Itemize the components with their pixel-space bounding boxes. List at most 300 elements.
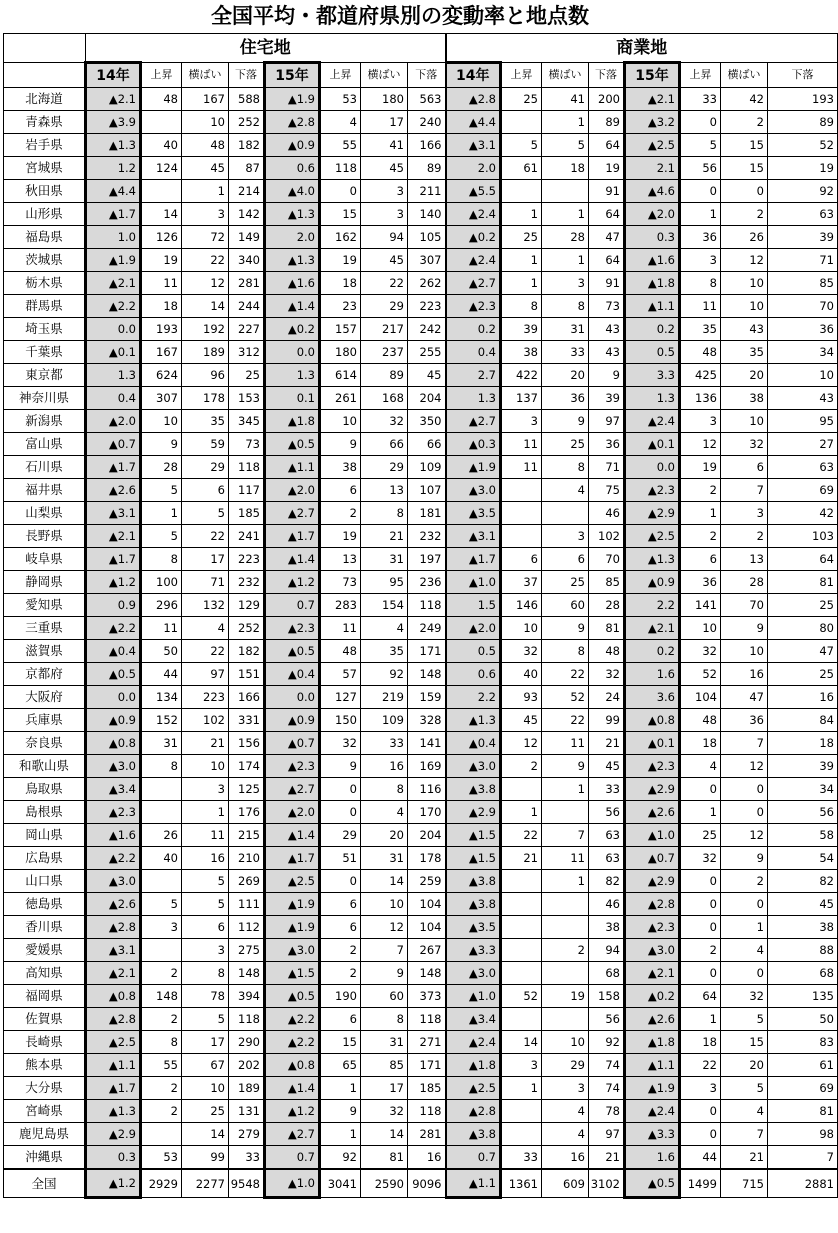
cell-com-15-up: 0 [680, 1123, 721, 1146]
cell-com-14-rate: 1.3 [446, 387, 501, 410]
cell-com-14-up: 3 [501, 410, 542, 433]
cell-res-15-rate: ▲2.7 [265, 778, 320, 801]
cell-com-14-rate: 0.6 [446, 663, 501, 686]
cell-res-14-up: 3 [141, 916, 182, 939]
cell-com-14-up [501, 916, 542, 939]
cell-res-14-flat: 10 [182, 111, 229, 134]
cell-res-15-down: 105 [408, 226, 446, 249]
cell-res-14-up: 8 [141, 755, 182, 778]
cell-res-14-rate: ▲1.6 [86, 824, 141, 847]
cell-res-14-rate: ▲0.5 [86, 663, 141, 686]
cell-com-14-flat [542, 893, 589, 916]
cell-com-15-down: 39 [768, 226, 838, 249]
cell-com-14-down: 158 [589, 985, 625, 1008]
cell-com-14-flat: 18 [542, 157, 589, 180]
cell-com-15-down: 54 [768, 847, 838, 870]
cell-com-14-flat: 41 [542, 88, 589, 111]
cell-res-15-up: 53 [320, 88, 361, 111]
cell-res-14-up: 8 [141, 1031, 182, 1054]
cell-res-14-up: 8 [141, 548, 182, 571]
cell-res-14-rate: ▲1.1 [86, 1054, 141, 1077]
prefecture-name: 島根県 [4, 801, 86, 824]
cell-com-15-down: 39 [768, 755, 838, 778]
table-row [4, 709, 838, 732]
cell-com-15-flat: 0 [721, 801, 768, 824]
cell-com-15-up: 0 [680, 111, 721, 134]
cell-com-15-rate: ▲1.3 [625, 548, 680, 571]
cell-res-15-up: 23 [320, 295, 361, 318]
cell-res-14-flat: 10 [182, 1077, 229, 1100]
cell-com-15-flat: 10 [721, 295, 768, 318]
cell-com-14-down: 63 [589, 847, 625, 870]
cell-res-15-down: 166 [408, 134, 446, 157]
prefecture-name: 岡山県 [4, 824, 86, 847]
cell-res-14-down: 214 [229, 180, 265, 203]
cell-com-15-down: 36 [768, 318, 838, 341]
prefecture-name: 岩手県 [4, 134, 86, 157]
cell-res-15-down: 185 [408, 1077, 446, 1100]
cell-com-14-down: 73 [589, 295, 625, 318]
cell-res-14-down: 111 [229, 893, 265, 916]
table-row [4, 272, 838, 295]
cell-res-15-up: 1 [320, 1123, 361, 1146]
cell-res-15-rate: ▲1.9 [265, 893, 320, 916]
cell-res-14-flat: 17 [182, 548, 229, 571]
cell-com-14-rate: ▲3.8 [446, 893, 501, 916]
cell-res-14-down: 394 [229, 985, 265, 1008]
table-row [4, 824, 838, 847]
table-row [4, 1008, 838, 1031]
cell-com-15-up: 3 [680, 410, 721, 433]
cell-com-14-flat: 11 [542, 732, 589, 755]
cell-com-14-rate: ▲2.4 [446, 1031, 501, 1054]
cell-com-14-flat: 4 [542, 1123, 589, 1146]
cell-com-15-flat: 4 [721, 1100, 768, 1123]
cell-com-14-rate: ▲1.1 [446, 1169, 501, 1198]
cell-com-14-rate: ▲2.4 [446, 203, 501, 226]
cell-res-14-flat: 11 [182, 824, 229, 847]
cell-res-14-rate: ▲2.8 [86, 1008, 141, 1031]
cell-com-14-rate: ▲2.8 [446, 1100, 501, 1123]
cell-res-15-up: 150 [320, 709, 361, 732]
cell-res-15-rate: ▲2.0 [265, 801, 320, 824]
cell-com-14-down: 33 [589, 778, 625, 801]
cell-res-14-rate: ▲1.3 [86, 1100, 141, 1123]
prefecture-name: 石川県 [4, 456, 86, 479]
cell-com-15-up: 32 [680, 847, 721, 870]
cell-res-15-down: 169 [408, 755, 446, 778]
cell-res-14-down: 117 [229, 479, 265, 502]
cell-res-14-rate: 1.3 [86, 364, 141, 387]
cell-res-15-down: 240 [408, 111, 446, 134]
cell-res-14-flat: 1 [182, 180, 229, 203]
prefecture-name: 福岡県 [4, 985, 86, 1008]
cell-res-14-flat: 10 [182, 755, 229, 778]
cell-res-15-rate: ▲1.9 [265, 88, 320, 111]
cell-com-15-flat: 12 [721, 824, 768, 847]
cell-com-14-rate: ▲3.0 [446, 755, 501, 778]
cell-res-15-down: 118 [408, 1008, 446, 1031]
cell-com-14-up [501, 939, 542, 962]
cell-res-15-rate: ▲2.7 [265, 1123, 320, 1146]
cell-com-14-down: 64 [589, 249, 625, 272]
cell-com-14-up: 14 [501, 1031, 542, 1054]
cell-res-14-down: 275 [229, 939, 265, 962]
cell-res-15-down: 89 [408, 157, 446, 180]
cell-com-15-down: 43 [768, 387, 838, 410]
cell-com-15-flat: 36 [721, 709, 768, 732]
cell-com-14-up [501, 778, 542, 801]
cell-res-15-up: 55 [320, 134, 361, 157]
group-header-residential: 住宅地 [86, 34, 446, 63]
cell-com-15-down: 10 [768, 364, 838, 387]
cell-com-14-rate: 0.4 [446, 341, 501, 364]
cell-res-14-rate: ▲3.9 [86, 111, 141, 134]
cell-com-15-up: 1 [680, 203, 721, 226]
cell-com-15-rate: 1.6 [625, 1146, 680, 1170]
cell-com-15-up: 36 [680, 571, 721, 594]
cell-res-14-rate: 0.0 [86, 686, 141, 709]
column-header-res-15-down: 下落 [408, 63, 446, 88]
cell-res-14-down: 182 [229, 640, 265, 663]
table-row [4, 1054, 838, 1077]
cell-com-15-down: 19 [768, 157, 838, 180]
cell-com-14-up: 3 [501, 1054, 542, 1077]
cell-com-15-flat: 7 [721, 1123, 768, 1146]
cell-res-14-flat: 21 [182, 732, 229, 755]
cell-com-14-down: 74 [589, 1054, 625, 1077]
cell-com-14-down: 9 [589, 364, 625, 387]
cell-com-14-flat: 8 [542, 640, 589, 663]
cell-res-14-down: 290 [229, 1031, 265, 1054]
cell-res-15-rate: ▲1.2 [265, 571, 320, 594]
prefecture-name: 山形県 [4, 203, 86, 226]
cell-res-15-rate: 0.7 [265, 594, 320, 617]
cell-res-15-down: 141 [408, 732, 446, 755]
cell-com-14-rate: 2.0 [446, 157, 501, 180]
cell-res-14-up: 2 [141, 1077, 182, 1100]
cell-com-14-rate: ▲3.1 [446, 525, 501, 548]
cell-com-14-down: 71 [589, 456, 625, 479]
cell-com-15-up: 1499 [680, 1169, 721, 1198]
cell-res-15-down: 171 [408, 640, 446, 663]
cell-com-14-up: 11 [501, 433, 542, 456]
page-title: 全国平均・都道府県別の変動率と地点数 [211, 4, 589, 28]
cell-res-15-flat: 94 [361, 226, 408, 249]
cell-com-15-rate: ▲1.6 [625, 249, 680, 272]
cell-res-14-rate: ▲1.9 [86, 249, 141, 272]
cell-com-15-down: 83 [768, 1031, 838, 1054]
cell-com-14-rate: ▲2.4 [446, 249, 501, 272]
cell-res-14-down: 125 [229, 778, 265, 801]
cell-res-14-flat: 167 [182, 88, 229, 111]
cell-res-15-flat: 3 [361, 180, 408, 203]
cell-com-15-down: 80 [768, 617, 838, 640]
cell-com-14-rate: 0.7 [446, 1146, 501, 1170]
prefecture-name: 北海道 [4, 88, 86, 111]
cell-res-14-rate: ▲2.6 [86, 893, 141, 916]
table-row [4, 111, 838, 134]
cell-com-15-down: 25 [768, 594, 838, 617]
cell-res-14-flat: 67 [182, 1054, 229, 1077]
cell-com-14-flat: 9 [542, 755, 589, 778]
cell-com-15-up: 2 [680, 525, 721, 548]
prefecture-name: 神奈川県 [4, 387, 86, 410]
cell-com-14-up [501, 1123, 542, 1146]
cell-com-14-down: 64 [589, 203, 625, 226]
cell-res-15-flat: 8 [361, 502, 408, 525]
cell-res-15-down: 104 [408, 916, 446, 939]
cell-com-14-down: 64 [589, 134, 625, 157]
table-row [4, 525, 838, 548]
cell-res-15-rate: ▲1.3 [265, 249, 320, 272]
cell-com-15-rate: ▲0.2 [625, 985, 680, 1008]
table-row [4, 295, 838, 318]
cell-com-15-up: 0 [680, 893, 721, 916]
cell-res-14-up: 50 [141, 640, 182, 663]
cell-res-14-rate: 0.0 [86, 318, 141, 341]
column-header-res-15-rate: 15年 [265, 63, 320, 88]
cell-com-15-down: 56 [768, 801, 838, 824]
cell-com-14-flat: 28 [542, 226, 589, 249]
cell-com-14-up: 39 [501, 318, 542, 341]
cell-res-15-rate: ▲1.4 [265, 548, 320, 571]
cell-com-14-up [501, 893, 542, 916]
cell-res-14-rate: 1.2 [86, 157, 141, 180]
cell-res-14-up: 5 [141, 479, 182, 502]
cell-res-14-flat: 78 [182, 985, 229, 1008]
cell-com-15-down: 50 [768, 1008, 838, 1031]
cell-com-14-up [501, 1100, 542, 1123]
cell-com-15-rate: 0.3 [625, 226, 680, 249]
cell-res-15-rate: ▲1.1 [265, 456, 320, 479]
cell-com-14-up: 1 [501, 249, 542, 272]
cell-res-14-up: 48 [141, 88, 182, 111]
prefecture-name: 鳥取県 [4, 778, 86, 801]
column-header-com-15-up: 上昇 [680, 63, 721, 88]
cell-com-15-down: 98 [768, 1123, 838, 1146]
cell-res-15-flat: 168 [361, 387, 408, 410]
cell-com-14-flat: 25 [542, 571, 589, 594]
column-header-res-14-up: 上昇 [141, 63, 182, 88]
table-row [4, 778, 838, 801]
cell-res-14-down: 269 [229, 870, 265, 893]
cell-com-15-up: 104 [680, 686, 721, 709]
cell-res-15-rate: ▲2.7 [265, 502, 320, 525]
cell-com-15-up: 25 [680, 824, 721, 847]
cell-com-14-rate: ▲2.9 [446, 801, 501, 824]
cell-res-15-up: 283 [320, 594, 361, 617]
cell-com-14-rate: 0.2 [446, 318, 501, 341]
cell-com-15-up: 32 [680, 640, 721, 663]
cell-res-14-down: 151 [229, 663, 265, 686]
cell-com-14-up: 52 [501, 985, 542, 1008]
cell-com-14-up: 1 [501, 203, 542, 226]
cell-res-15-flat: 31 [361, 1031, 408, 1054]
cell-res-14-rate: ▲2.2 [86, 847, 141, 870]
cell-res-14-up: 55 [141, 1054, 182, 1077]
cell-res-15-rate: ▲4.0 [265, 180, 320, 203]
table-row [4, 433, 838, 456]
cell-res-14-rate: ▲1.2 [86, 571, 141, 594]
cell-com-15-rate: ▲2.1 [625, 617, 680, 640]
cell-com-14-rate: ▲3.3 [446, 939, 501, 962]
cell-res-15-down: 118 [408, 1100, 446, 1123]
cell-res-14-down: 215 [229, 824, 265, 847]
prefecture-name: 栃木県 [4, 272, 86, 295]
corner-cell [4, 34, 86, 63]
cell-com-15-rate: 0.0 [625, 456, 680, 479]
cell-res-15-rate: ▲0.2 [265, 318, 320, 341]
cell-com-14-up: 6 [501, 548, 542, 571]
cell-com-14-up: 137 [501, 387, 542, 410]
cell-res-14-flat: 14 [182, 1123, 229, 1146]
cell-res-14-up: 44 [141, 663, 182, 686]
cell-com-14-down: 74 [589, 1077, 625, 1100]
cell-res-14-down: 9548 [229, 1169, 265, 1198]
cell-res-14-down: 223 [229, 548, 265, 571]
cell-res-14-rate: ▲1.7 [86, 456, 141, 479]
prefecture-name: 広島県 [4, 847, 86, 870]
table-row [4, 617, 838, 640]
cell-com-15-up: 2 [680, 479, 721, 502]
cell-com-14-up: 1 [501, 801, 542, 824]
cell-res-15-flat: 217 [361, 318, 408, 341]
cell-res-14-up: 2 [141, 1100, 182, 1123]
cell-com-15-up: 0 [680, 180, 721, 203]
cell-res-15-flat: 8 [361, 1008, 408, 1031]
table-row [4, 1123, 838, 1146]
table-row [4, 364, 838, 387]
cell-com-14-rate: ▲2.8 [446, 88, 501, 111]
cell-com-14-rate: 2.2 [446, 686, 501, 709]
cell-com-15-up: 6 [680, 548, 721, 571]
cell-res-15-down: 116 [408, 778, 446, 801]
cell-com-15-down: 64 [768, 548, 838, 571]
cell-com-14-up: 33 [501, 1146, 542, 1170]
price-change-table [3, 33, 838, 1199]
cell-res-14-rate: ▲2.0 [86, 410, 141, 433]
cell-com-14-down: 75 [589, 479, 625, 502]
cell-res-15-flat: 180 [361, 88, 408, 111]
cell-com-14-rate: ▲3.4 [446, 1008, 501, 1031]
cell-com-15-rate: 2.2 [625, 594, 680, 617]
cell-res-15-flat: 20 [361, 824, 408, 847]
cell-res-15-flat: 17 [361, 1077, 408, 1100]
table-row [4, 88, 838, 111]
column-header-com-15-flat: 横ばい [721, 63, 768, 88]
cell-com-14-rate: ▲3.0 [446, 962, 501, 985]
cell-com-14-down: 46 [589, 502, 625, 525]
cell-com-14-down: 63 [589, 824, 625, 847]
cell-res-14-up: 167 [141, 341, 182, 364]
cell-res-14-down: 129 [229, 594, 265, 617]
cell-com-14-flat: 3 [542, 272, 589, 295]
cell-com-15-up: 141 [680, 594, 721, 617]
cell-com-15-rate: ▲3.2 [625, 111, 680, 134]
cell-res-15-flat: 154 [361, 594, 408, 617]
table-row [4, 640, 838, 663]
cell-res-15-flat: 13 [361, 479, 408, 502]
cell-com-15-flat: 10 [721, 272, 768, 295]
cell-com-15-up: 11 [680, 295, 721, 318]
cell-res-15-down: 9096 [408, 1169, 446, 1198]
cell-res-14-down: 176 [229, 801, 265, 824]
cell-res-15-rate: ▲1.6 [265, 272, 320, 295]
table-row [4, 502, 838, 525]
cell-com-14-down: 91 [589, 272, 625, 295]
cell-res-15-up: 15 [320, 203, 361, 226]
cell-res-14-flat: 2277 [182, 1169, 229, 1198]
cell-com-14-down: 43 [589, 341, 625, 364]
table-row [4, 1031, 838, 1054]
prefecture-name: 青森県 [4, 111, 86, 134]
cell-com-14-up: 22 [501, 824, 542, 847]
cell-com-15-rate: 3.3 [625, 364, 680, 387]
cell-res-14-rate: ▲1.7 [86, 1077, 141, 1100]
cell-com-14-up: 8 [501, 295, 542, 318]
cell-com-15-up: 1 [680, 801, 721, 824]
cell-com-15-rate: 3.6 [625, 686, 680, 709]
cell-com-15-flat: 2 [721, 203, 768, 226]
cell-com-14-flat [542, 962, 589, 985]
cell-com-15-rate: ▲2.5 [625, 134, 680, 157]
cell-com-14-rate: ▲3.5 [446, 502, 501, 525]
cell-com-15-flat: 28 [721, 571, 768, 594]
cell-res-14-up: 40 [141, 847, 182, 870]
table-row [4, 479, 838, 502]
cell-com-15-down: 38 [768, 916, 838, 939]
cell-com-14-rate: ▲2.7 [446, 272, 501, 295]
cell-com-14-flat: 5 [542, 134, 589, 157]
cell-res-14-down: 142 [229, 203, 265, 226]
cell-com-14-up [501, 1008, 542, 1031]
cell-com-15-flat: 2 [721, 870, 768, 893]
cell-res-14-down: 345 [229, 410, 265, 433]
column-header-res-14-rate: 14年 [86, 63, 141, 88]
cell-res-15-flat: 41 [361, 134, 408, 157]
prefecture-name: 沖縄県 [4, 1146, 86, 1170]
table-row [4, 962, 838, 985]
column-header-com-14-rate: 14年 [446, 63, 501, 88]
cell-com-14-rate: ▲1.5 [446, 847, 501, 870]
cell-res-14-down: 189 [229, 1077, 265, 1100]
cell-res-15-down: 350 [408, 410, 446, 433]
cell-com-14-up: 422 [501, 364, 542, 387]
cell-res-14-flat: 22 [182, 525, 229, 548]
cell-res-14-flat: 14 [182, 295, 229, 318]
prefecture-name: 大分県 [4, 1077, 86, 1100]
cell-res-14-flat: 189 [182, 341, 229, 364]
cell-res-15-down: 148 [408, 962, 446, 985]
cell-res-14-flat: 12 [182, 272, 229, 295]
prefecture-name: 山梨県 [4, 502, 86, 525]
table-row [4, 870, 838, 893]
cell-com-15-rate: ▲2.9 [625, 502, 680, 525]
cell-res-14-up: 2 [141, 962, 182, 985]
cell-res-15-down: 107 [408, 479, 446, 502]
cell-res-14-flat: 71 [182, 571, 229, 594]
prefecture-name: 高知県 [4, 962, 86, 985]
cell-com-14-up: 1 [501, 272, 542, 295]
cell-res-15-up: 118 [320, 157, 361, 180]
cell-com-14-flat [542, 502, 589, 525]
cell-com-14-flat: 20 [542, 364, 589, 387]
cell-res-15-down: 267 [408, 939, 446, 962]
cell-res-15-flat: 2590 [361, 1169, 408, 1198]
cell-com-14-rate: 1.5 [446, 594, 501, 617]
cell-com-15-up: 22 [680, 1054, 721, 1077]
